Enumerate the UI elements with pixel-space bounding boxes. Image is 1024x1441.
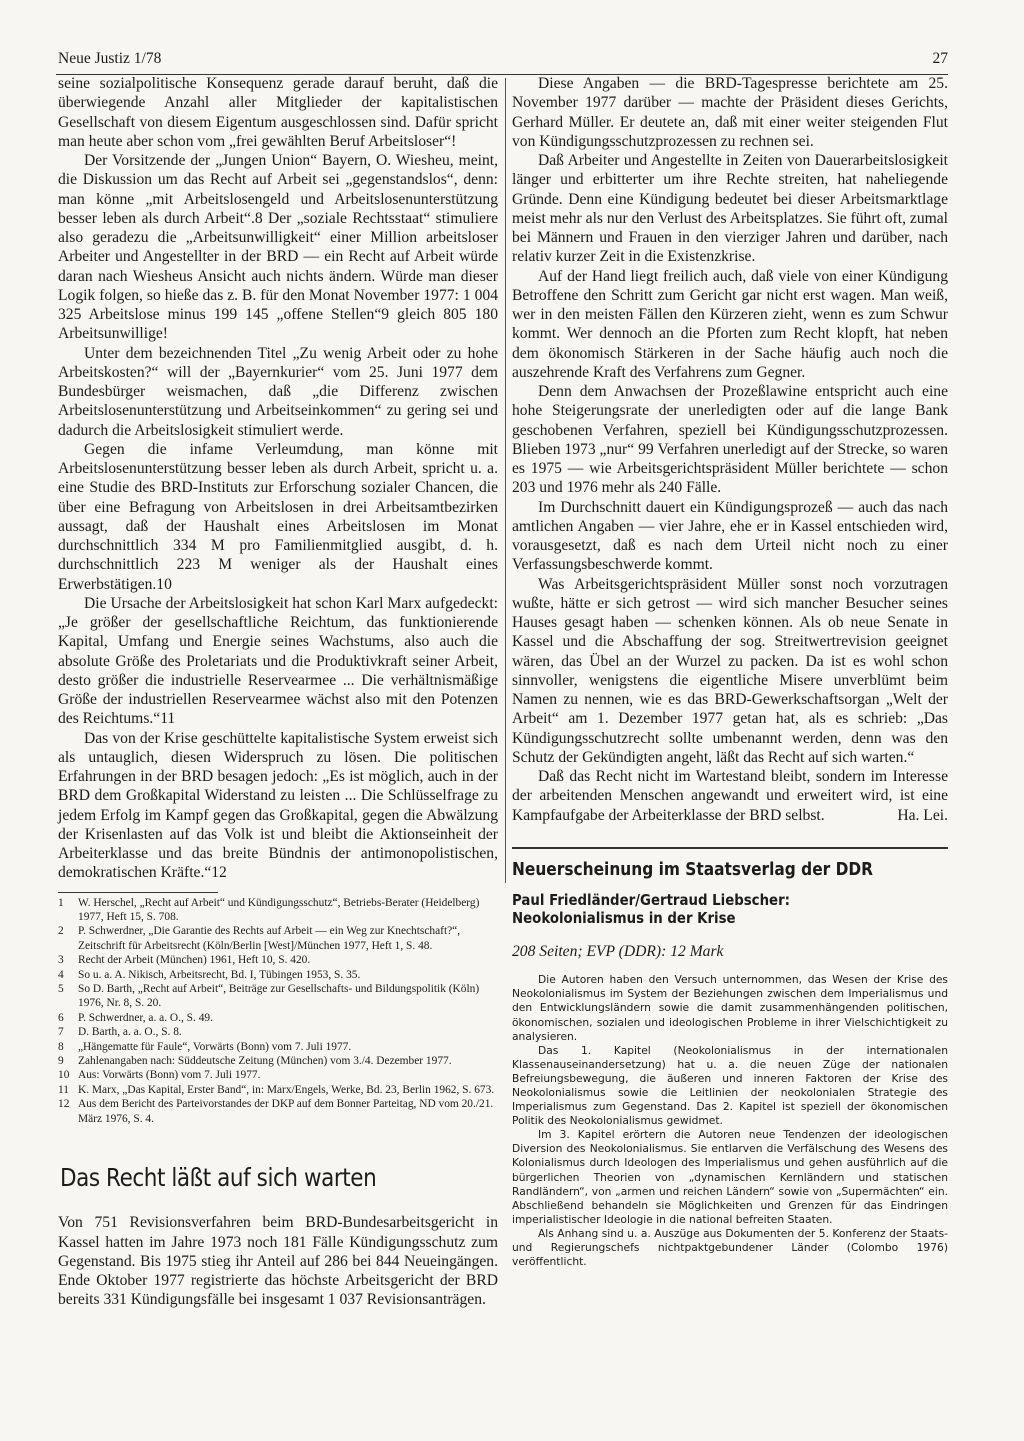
journal-title: Neue Justiz 1/78 bbox=[58, 50, 162, 67]
footnote-number: 3 bbox=[58, 954, 64, 967]
paragraph: Die Ursache der Arbeitslosigkeit hat schon Karl Marx aufgedeckt: „Je größer der gesellschaftliche Reichtum, das funktionierende Kapital, Umfang und Energie seines Wachstums, also auch die absolute Größe des Proletariats und die Produktivkraft seiner Arbeit, desto größer die industrielle Reservearmee ... Die verhältnismäßige Größe der industriellen Reservearmee wächst also mit den Potenzen des Reichtums.“11 bbox=[58, 594, 498, 728]
paragraph: Daß Arbeiter und Angestellte in Zeiten von Dauerarbeitslosigkeit länger und erbitterter um ihre Rechte streiten, hat naheliegende Gründe. Denn eine Kündigung bedeutet bei dieser Arbeitsmarktlage meist mehr als nur den Verlust des Arbeitsplatzes. Sie führt oft, zumal bei Männern und Frauen in den vierziger Jahren und darüber, nach relativ kurzer Zeit in die Existenzkrise. bbox=[512, 152, 948, 266]
footnote bbox=[58, 896, 498, 925]
book-description: Als Anhang sind u. a. Auszüge aus Dokumenten der 5. Konferenz der Staats- und Regierungschefs nichtpaktgebundener Länder (Colombo 1976) veröffentlicht. bbox=[512, 1226, 948, 1269]
footnote bbox=[58, 968, 498, 982]
footnote-text: P. Schwerdner, „Die Garantie des Rechts auf Arbeit — ein Weg zur Knechtschaft?“, Zeitschrift für Arbeitsrecht (Köln/Berlin [West]/München 1977, Heft 1, S. 48. bbox=[78, 925, 461, 952]
footnote-text: P. Schwerdner, a. a. O., S. 49. bbox=[78, 1011, 213, 1024]
paragraph: Was Arbeitsgerichtspräsident Müller sonst noch vorzutragen wußte, hätte er sich getrost — wird sich mancher Besucher seines Hauses gesagt haben — schenken können. Als ob neue Senate in Kassel und die Abschaffung der sog. Streitwertrevision geeignet wären, das Übel an der Wurzel zu packen. Da ist es wohl schon sinnvoller, wenigstens die eigentliche Misere unverblümt beim Namen zu nennen, wie es das BRD-Gewerkschaftsorgan „Welt der Arbeit“ am 1. Dezember 1977 getan hat, als es schrieb: „Das Kündigungsschutzrecht sollte umbenannt werden, denn was den Schutz der Gekündigten angeht, läßt das Recht auf sich warten.“ bbox=[512, 575, 948, 766]
paragraph bbox=[512, 767, 948, 825]
footnote-number: 5 bbox=[58, 982, 64, 995]
footnote-text: W. Herschel, „Recht auf Arbeit“ und Kündigungsschutz“, Betriebs-Berater (Heidelberg) 1977, Heft 15, S. 708. bbox=[78, 896, 480, 923]
footnote-text: Aus dem Bericht des Parteivorstandes der DKP auf dem Bonner Parteitag, ND vom 20./21. März 1976, S. 4. bbox=[78, 1098, 494, 1125]
footnote-text: Recht der Arbeit (München) 1961, Heft 10, S. 420. bbox=[78, 954, 311, 967]
footnote-text: So D. Barth, „Recht auf Arbeit“, Beiträge zur Gesellschafts- und Bildungspolitik (Köln) 1976, Nr. 8, S. 20. bbox=[78, 982, 480, 1010]
footnote-text: D. Barth, a. a. O., S. 8. bbox=[78, 1026, 182, 1039]
footnote-divider bbox=[58, 892, 218, 893]
footnote-text: Zahlenangaben nach: Süddeutsche Zeitung (München) vom 3./4. Dezember 1977. bbox=[78, 1054, 452, 1067]
footnote-number: 1 bbox=[58, 896, 64, 909]
footnote bbox=[58, 982, 498, 1011]
announcement-title: Neuerscheinung im Staatsverlag der DDR bbox=[512, 859, 874, 880]
column-divider bbox=[505, 78, 506, 883]
book-description: Die Autoren haben den Versuch unternommen, das Wesen der Krise des Neokolonialismus im System der Beziehungen zwischen dem Imperialismus und den Entwicklungsländern sowie die damit zusammenhängenden politischen, ökonomischen, sozialen und ideologischen Probleme in ihrer Vielschichtigkeit zu analysieren. bbox=[512, 973, 948, 1043]
section-title: Das Recht läßt auf sich warten bbox=[60, 1163, 377, 1192]
footnote-number: 8 bbox=[58, 1040, 64, 1053]
footnote-number: 7 bbox=[58, 1026, 64, 1039]
footnote-text: „Hängematte für Faule“, Vorwärts (Bonn) vom 7. Juli 1977. bbox=[78, 1040, 352, 1053]
footnote bbox=[58, 924, 498, 953]
book-announcement bbox=[512, 861, 948, 1269]
footnote bbox=[58, 1040, 498, 1054]
footnote bbox=[58, 1011, 498, 1025]
footnote-number: 11 bbox=[58, 1083, 69, 1096]
footnote bbox=[58, 1097, 498, 1126]
right-column bbox=[512, 74, 948, 1269]
paragraph: Das von der Krise geschüttelte kapitalistische System erweist sich als untauglich, diesen Widerspruch zu lösen. Die politischen Erfahrungen in der BRD besagen jedoch: „Es ist möglich, auch in der BRD dem Großkapital Widerstand zu leisten ... Die Schlüsselfrage zu jedem Erfolg im Kampf gegen das Großkapital, gegen die Abwälzung der Krisenlasten auf das Volk ist und bleibt die Aktionseinheit der Arbeiterklasse und das breite Bündnis der antimonopolistischen, demokratischen Kräfte.“12 bbox=[58, 729, 498, 882]
footnote-text: Aus: Vorwärts (Bonn) vom 7. Juli 1977. bbox=[78, 1069, 261, 1082]
book-description: Das 1. Kapitel (Neokolonialismus in der internationalen Klassenauseinandersetzung) hat u. a. die neuen Züge der nationalen Befreiungsbewegung, die äußeren und inneren Faktoren der Krise des Neokolonialismus sowie die Leitlinien der neokolonialen Strategie des Imperialismus zum Gegenstand. Das 2. Kapitel ist speziell der ökonomischen Politik des Neokolonialismus gewidmet. bbox=[512, 1043, 948, 1128]
page-number: 27 bbox=[932, 50, 948, 67]
footnote-number: 2 bbox=[58, 925, 64, 938]
paragraph: Unter dem bezeichnenden Titel „Zu wenig Arbeit oder zu hohe Arbeitskosten?“ will der „Bayernkurier“ vom 25. Juni 1977 dem Bundesbürger weismachen, daß „die Differenz zwischen Arbeitslosenunterstützung und Arbeitseinkommen“ zu gering sei und dadurch die Arbeitslosigkeit stimuliert werde. bbox=[58, 344, 498, 439]
footnote bbox=[58, 1054, 498, 1068]
paragraph: Der Vorsitzende der „Jungen Union“ Bayern, O. Wiesheu, meint, die Diskussion um das Recht auf Arbeit sei „gegenstandslos“, denn: man könne „mit Arbeitslosengeld und Arbeitslosenunterstützung besser leben als durch Arbeit“.8 Der „soziale Rechtsstaat“ stimuliere also geradezu die „Arbeitsunwilligkeit“ einer Million arbeitsloser Arbeiter und Angestellter in der BRD — ein Recht auf Arbeit würde daran nach Wiesheus Ansicht auch nichts ändern. Würde man dieser Logik folgen, so hieße das z. B. für den Monat November 1977: 1 004 325 Arbeitslose minus 199 145 „offene Stellen“9 gleich 805 180 Arbeitsunwillige! bbox=[58, 152, 498, 343]
paragraph: Diese Angaben — die BRD-Tagespresse berichtete am 25. November 1977 darüber — machte der Präsident dieses Gerichts, Gerhard Müller. Er deutete an, daß mit einer weiter steigenden Flut von Kündigungsschutzprozessen zu rechnen sei. bbox=[512, 75, 948, 150]
paragraph: Im Durchschnitt dauert ein Kündigungsprozeß — auch das nach amtlichen Angaben — vier Jahre, ehe er in Kassel entschieden wird, vorausgesetzt, daß es nach dem Urteil nicht noch zu einer Verfassungsbeschwerde kommt. bbox=[512, 498, 948, 574]
paragraph: Denn dem Anwachsen der Prozeßlawine entspricht auch eine hohe Steigerungsrate der unerledigten oder auf die lange Bank geschobenen Verfahren, speziell bei Kündigungsschutzprozessen. Blieben 1973 „nur“ 99 Verfahren unerledigt auf der Strecke, so waren es 1975 — wie Arbeitsgerichtspräsident Müller berichtete — schon 203 und 1976 mehr als 240 Fälle. bbox=[512, 383, 948, 497]
paragraph: Gegen die infame Verleumdung, man könne mit Arbeitslosenunterstützung besser leben als durch Arbeit, spricht u. a. eine Studie des BRD-Instituts zur Erforschung sozialer Chancen, die über eine Befragung von Arbeitslosen in drei Arbeitsamtbezirken aussagt, daß der Haushalt eines Arbeitslosen im Monat durchschnittlich 334 M pro Familienmitglied ausgibt, d. h. durchschnittlich 223 M weniger als der Haushalt eines Erwerbstätigen.10 bbox=[58, 440, 498, 593]
author-signature: Ha. Lei. bbox=[897, 806, 948, 824]
page-header bbox=[56, 48, 948, 75]
left-column bbox=[58, 74, 498, 1310]
book-title: Neokolonialismus in der Krise bbox=[512, 910, 736, 927]
footnote bbox=[58, 1083, 498, 1097]
footnote-text: So u. a. A. Nikisch, Arbeitsrecht, Bd. I, Tübingen 1953, S. 35. bbox=[78, 968, 361, 981]
footnotes bbox=[58, 896, 498, 1127]
paragraph: seine sozialpolitische Konsequenz gerade darauf beruht, daß die überwiegende Anzahl aller Mitglieder der kapitalistischen Gesellschaft von diesem Eigentum ausgeschlossen sind. Dafür spricht man heute aber schon vom „frei gewählten Beruf Arbeitsloser“! bbox=[58, 75, 498, 150]
footnote-text: K. Marx, „Das Kapital, Erster Band“, in: Marx/Engels, Werke, Bd. 23, Berlin 1962, S. 673. bbox=[78, 1083, 495, 1096]
footnote-number: 6 bbox=[58, 1011, 64, 1024]
book-authors: Paul Friedländer/Gertraud Liebscher: bbox=[512, 892, 790, 909]
footnote bbox=[58, 953, 498, 967]
paragraph: Von 751 Revisionsverfahren beim BRD-Bundesarbeitsgericht in Kassel hatten im Jahre 1973 noch 181 Fälle Kündigungsschutz zum Gegenstand. Bis 1975 stieg ihr Anteil auf 286 bei 844 Neueingängen. Ende Oktober 1977 registrierte das höchste Arbeitsgericht der BRD bereits 331 Kündigungsfälle bei insgesamt 1 037 Revisionsanträgen. bbox=[58, 1214, 498, 1309]
footnote-number: 9 bbox=[58, 1054, 64, 1067]
footnote-number: 10 bbox=[58, 1069, 70, 1082]
book-description: Im 3. Kapitel erörtern die Autoren neue Tendenzen der ideologischen Diversion des Neokolonialismus. Sie entlarven die Verfälschung des Wesens des Kolonialismus durch Ideologen des Imperialismus und gehen ausführlich auf die bürgerlichen Theorien von „dynamischen Kernländern und statischen Randländern“, von „armen und reichen Ländern“ sowie von „Supermächten“ ein. Abschließend behandeln sie Möglichkeiten und Grenzen für das Eindringen imperialistischer Ideologie in die national befreiten Staaten. bbox=[512, 1128, 948, 1226]
book-announcement-divider bbox=[512, 847, 948, 849]
footnote-number: 12 bbox=[58, 1098, 70, 1111]
paragraph: Auf der Hand liegt freilich auch, daß viele von einer Kündigung Betroffene den Schritt zum Gericht gar nicht erst wagen. Man weiß, wer in den meisten Fällen den Kürzeren zieht, wenn es zum Schwur kommt. Wer dennoch an die Pforten zum Recht klopft, hat neben dem ökonomisch Stärkeren in der Sache häufig auch noch die auszehrende Kraft des Verfahrens zum Gegner. bbox=[512, 267, 948, 381]
footnote bbox=[58, 1025, 498, 1039]
book-price-info: 208 Seiten; EVP (DDR): 12 Mark bbox=[512, 943, 724, 960]
footnote bbox=[58, 1068, 498, 1082]
paragraph-text: Daß das Recht nicht im Wartestand bleibt, sondern im Interesse der arbeitenden Menschen angewandt und erweitert wird, ist eine Kampfaufgabe der Arbeiterklasse der BRD selbst. bbox=[512, 768, 948, 824]
footnote-number: 4 bbox=[58, 968, 64, 981]
